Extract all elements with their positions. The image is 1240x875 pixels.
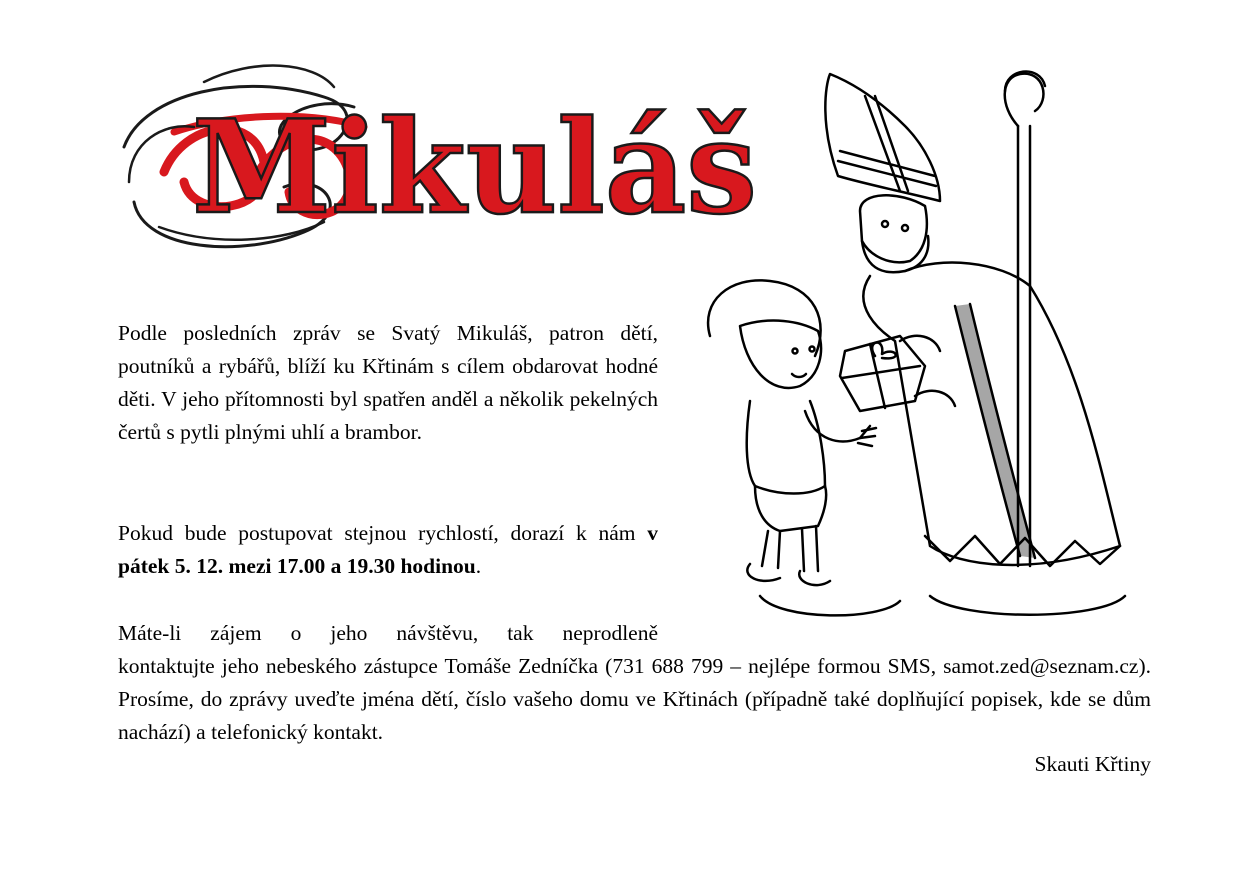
- mikulas-title: [104, 52, 776, 262]
- gift-bow: [872, 342, 896, 358]
- arrival-text-before: Pokud bude postupovat stejnou rychlostí, dorazí k nám: [118, 521, 648, 545]
- contact-rest: kontaktujte jeho nebeského zástupce Tomáše Zedníčka (731 688 799 – nejlépe formou SMS, samot.zed@seznam.cz). Prosíme, do zprávy uveďte jména dětí, číslo vašeho domu ve Křtinách (případně také doplňující popisek, kde se dům nachází) a telefonický kontakt.: [118, 654, 1151, 744]
- saint-eye: [882, 221, 888, 227]
- child-leg: [762, 531, 780, 568]
- ground-shadow: [760, 596, 900, 615]
- paragraph-contact: [118, 617, 1151, 749]
- arrival-text-after: .: [475, 554, 482, 578]
- child-face: [740, 321, 821, 388]
- robe-stripe-fill: [955, 304, 1035, 558]
- arrival-date-time: v pátek 5. 12. mezi 17.00 a 19.30 hodinou: [118, 521, 658, 578]
- paragraph-intro: Podle posledních zpráv se Svatý Mikuláš, patron dětí, poutníků a rybářů, blíží ku Křtinám s cílem obdarovat hodné děti. V jeho přítomnosti byl spatřen anděl a několik pekelných čertů s pytli plnými uhlí a brambor.: [118, 321, 658, 444]
- child-hand: [858, 428, 876, 446]
- saint-nicholas-with-child-icon: [700, 66, 1140, 628]
- paragraph-arrival: [118, 517, 658, 583]
- child-eye: [793, 349, 798, 354]
- calligraphy-title-graphic: [104, 52, 776, 262]
- crozier-hook: [1005, 74, 1044, 126]
- title-text: Mikuláš: [192, 93, 757, 243]
- flourish-swirl: [204, 66, 334, 87]
- child-eye: [810, 347, 815, 352]
- signature: Skauti Křtiny: [1034, 752, 1151, 776]
- child-shoe: [747, 564, 780, 581]
- saint-eye: [902, 225, 908, 231]
- saint-face: [860, 195, 927, 262]
- child-shoe: [799, 571, 830, 585]
- child-leg: [802, 526, 818, 571]
- child-body: [747, 401, 825, 494]
- contact-first-line: Máte-li zájem o jeho návštěvu, tak neprodleně: [118, 621, 658, 645]
- saint-nicholas-illustration: [700, 66, 1140, 628]
- saint-hand: [915, 391, 955, 406]
- ground-shadow: [930, 596, 1125, 615]
- child-mouth: [792, 374, 806, 377]
- child-hair: [708, 280, 821, 356]
- robe-stripe: [970, 304, 1035, 558]
